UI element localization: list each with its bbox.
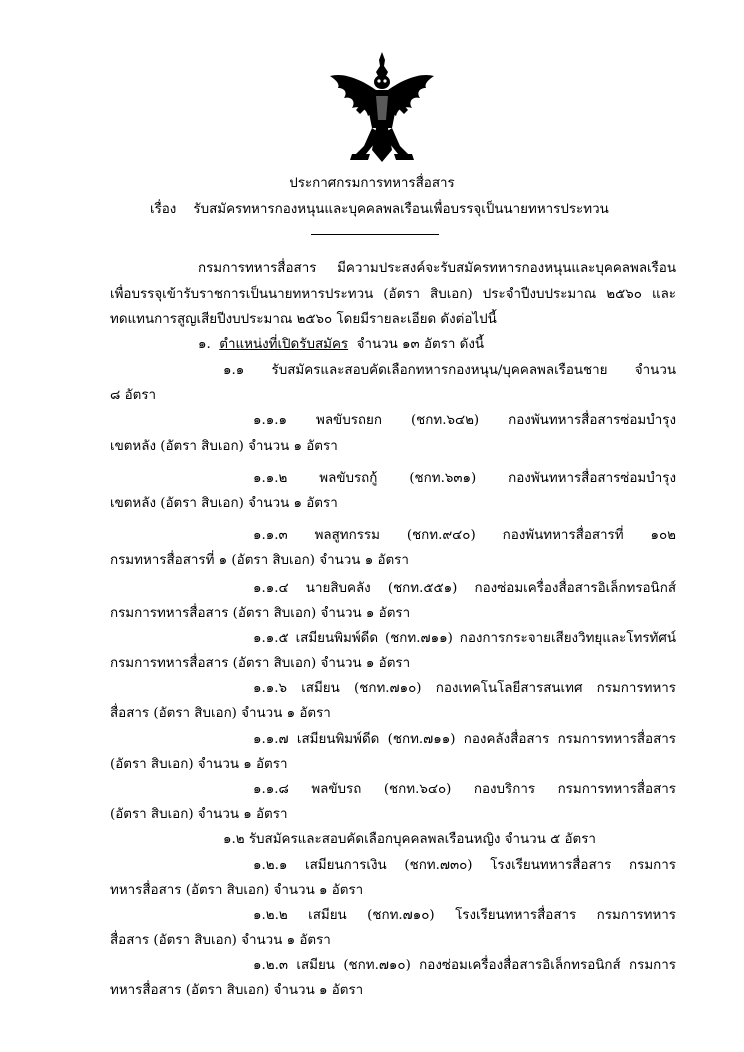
item-1-1-3-line-1: ๑.๑.๓ พลสูทกรรม (ชกท.๙๔๐) กองพันทหารสื่อสารที่ ๑๐๒ bbox=[253, 528, 676, 543]
item-1-1-7-line-2: (อัตรา สิบเอก) จำนวน ๑ อัตรา bbox=[110, 757, 288, 772]
section-1-count: จำนวน ๑๓ อัตรา ดังนี้ bbox=[356, 337, 485, 352]
announcement-agency: ประกาศกรมการทหารสื่อสาร bbox=[289, 176, 455, 191]
sub-1-1-line-2: ๘ อัตรา bbox=[110, 388, 157, 403]
item-1-1-3-line-2: กรมทหารสื่อสารที่ ๑ (อัตรา สิบเอก) จำนวน ๑ อัตรา bbox=[110, 553, 409, 568]
section-1-number: ๑. bbox=[198, 337, 211, 352]
intro-line-2: เพื่อบรรจุเข้ารับราชการเป็นนายทหารประทวน (อัตรา สิบเอก) ประจำปีงบประมาณ ๒๕๖๐ และ bbox=[110, 287, 676, 302]
item-1-1-7-line-1: ๑.๑.๗ เสมียนพิมพ์ดีด (ชกท.๗๑๑) กองคลังสื่อสาร กรมการทหารสื่อสาร bbox=[253, 732, 676, 747]
section-1-heading bbox=[198, 336, 484, 354]
intro-line-3: ทดแทนการสูญเสียปีงบประมาณ ๒๕๖๐ โดยมีรายละเอียด ดังต่อไปนี้ bbox=[110, 312, 497, 327]
item-1-1-5-line-2: กรมการทหารสื่อสาร (อัตรา สิบเอก) จำนวน ๑ อัตรา bbox=[110, 656, 411, 671]
garuda-emblem-icon bbox=[326, 50, 438, 170]
item-1-1-1-line-2: เขตหลัง (อัตรา สิบเอก) จำนวน ๑ อัตรา bbox=[110, 439, 338, 454]
item-1-1-4-line-2: กรมการทหารสื่อสาร (อัตรา สิบเอก) จำนวน ๑ อัตรา bbox=[110, 606, 411, 621]
item-1-2-3-line-2: ทหารสื่อสาร (อัตรา สิบเอก) จำนวน ๑ อัตรา bbox=[110, 983, 364, 998]
item-1-2-3-line-1: ๑.๒.๓ เสมียน (ชกท.๗๑๐) กองซ่อมเครื่องสื่อสารอิเล็กทรอนิกส์ กรมการ bbox=[253, 958, 676, 973]
item-1-1-4-line-1: ๑.๑.๔ นายสิบคลัง (ชกท.๕๕๑) กองซ่อมเครื่องสื่อสารอิเล็กทรอนิกส์ bbox=[253, 581, 676, 596]
sub-1-2-line-1: ๑.๒ รับสมัครและสอบคัดเลือกบุคคลพลเรือนหญิง จำนวน ๕ อัตรา bbox=[223, 832, 596, 847]
item-1-1-6-line-2: สื่อสาร (อัตรา สิบเอก) จำนวน ๑ อัตรา bbox=[110, 706, 331, 721]
item-1-2-2-line-1: ๑.๒.๒ เสมียน (ชกท.๗๑๐) โรงเรียนทหารสื่อสาร กรมการทหาร bbox=[253, 908, 676, 923]
section-1-title: ตำแหน่งที่เปิดรับสมัคร bbox=[219, 337, 349, 352]
item-1-1-2-line-2: เขตหลัง (อัตรา สิบเอก) จำนวน ๑ อัตรา bbox=[110, 496, 338, 511]
item-1-2-2-line-2: สื่อสาร (อัตรา สิบเอก) จำนวน ๑ อัตรา bbox=[110, 933, 331, 948]
subject-line bbox=[150, 201, 609, 219]
item-1-1-5-line-1: ๑.๑.๕ เสมียนพิมพ์ดีด (ชกท.๗๑๑) กองการกระจายเสียงวิทยุและโทรทัศน์ bbox=[253, 631, 676, 646]
sub-1-1-line-1: ๑.๑ รับสมัครและสอบคัดเลือกทหารกองหนุน/บุคคลพลเรือนชาย จำนวน bbox=[223, 363, 676, 378]
item-1-1-8-line-1: ๑.๑.๘ พลขับรถ (ชกท.๖๔๐) กองบริการ กรมการทหารสื่อสาร bbox=[253, 782, 676, 797]
item-1-1-6-line-1: ๑.๑.๖ เสมียน (ชกท.๗๑๐) กองเทคโนโลยีสารสนเทศ กรมการทหาร bbox=[253, 681, 676, 696]
item-1-1-2-line-1: ๑.๑.๒ พลขับรถกู้ (ชกท.๖๓๑) กองพันทหารสื่อสารซ่อมบำรุง bbox=[253, 471, 676, 486]
subject-text: รับสมัครทหารกองหนุนและบุคคลพลเรือนเพื่อบรรจุเป็นนายทหารประทวน bbox=[193, 202, 609, 217]
item-1-2-1-line-2: ทหารสื่อสาร (อัตรา สิบเอก) จำนวน ๑ อัตรา bbox=[110, 883, 364, 898]
intro-line-1: กรมการทหารสื่อสาร มีความประสงค์จะรับสมัครทหารกองหนุนและบุคคลพลเรือน bbox=[198, 261, 676, 276]
item-1-1-8-line-2: (อัตรา สิบเอก) จำนวน ๑ อัตรา bbox=[110, 807, 288, 822]
item-1-1-1-line-1: ๑.๑.๑ พลขับรถยก (ชกท.๖๔๒) กองพันทหารสื่อสารซ่อมบำรุง bbox=[253, 413, 676, 428]
separator-line bbox=[311, 234, 439, 235]
item-1-2-1-line-1: ๑.๒.๑ เสมียนการเงิน (ชกท.๗๓๐) โรงเรียนทหารสื่อสาร กรมการ bbox=[253, 858, 676, 873]
subject-label: เรื่อง bbox=[150, 202, 177, 217]
